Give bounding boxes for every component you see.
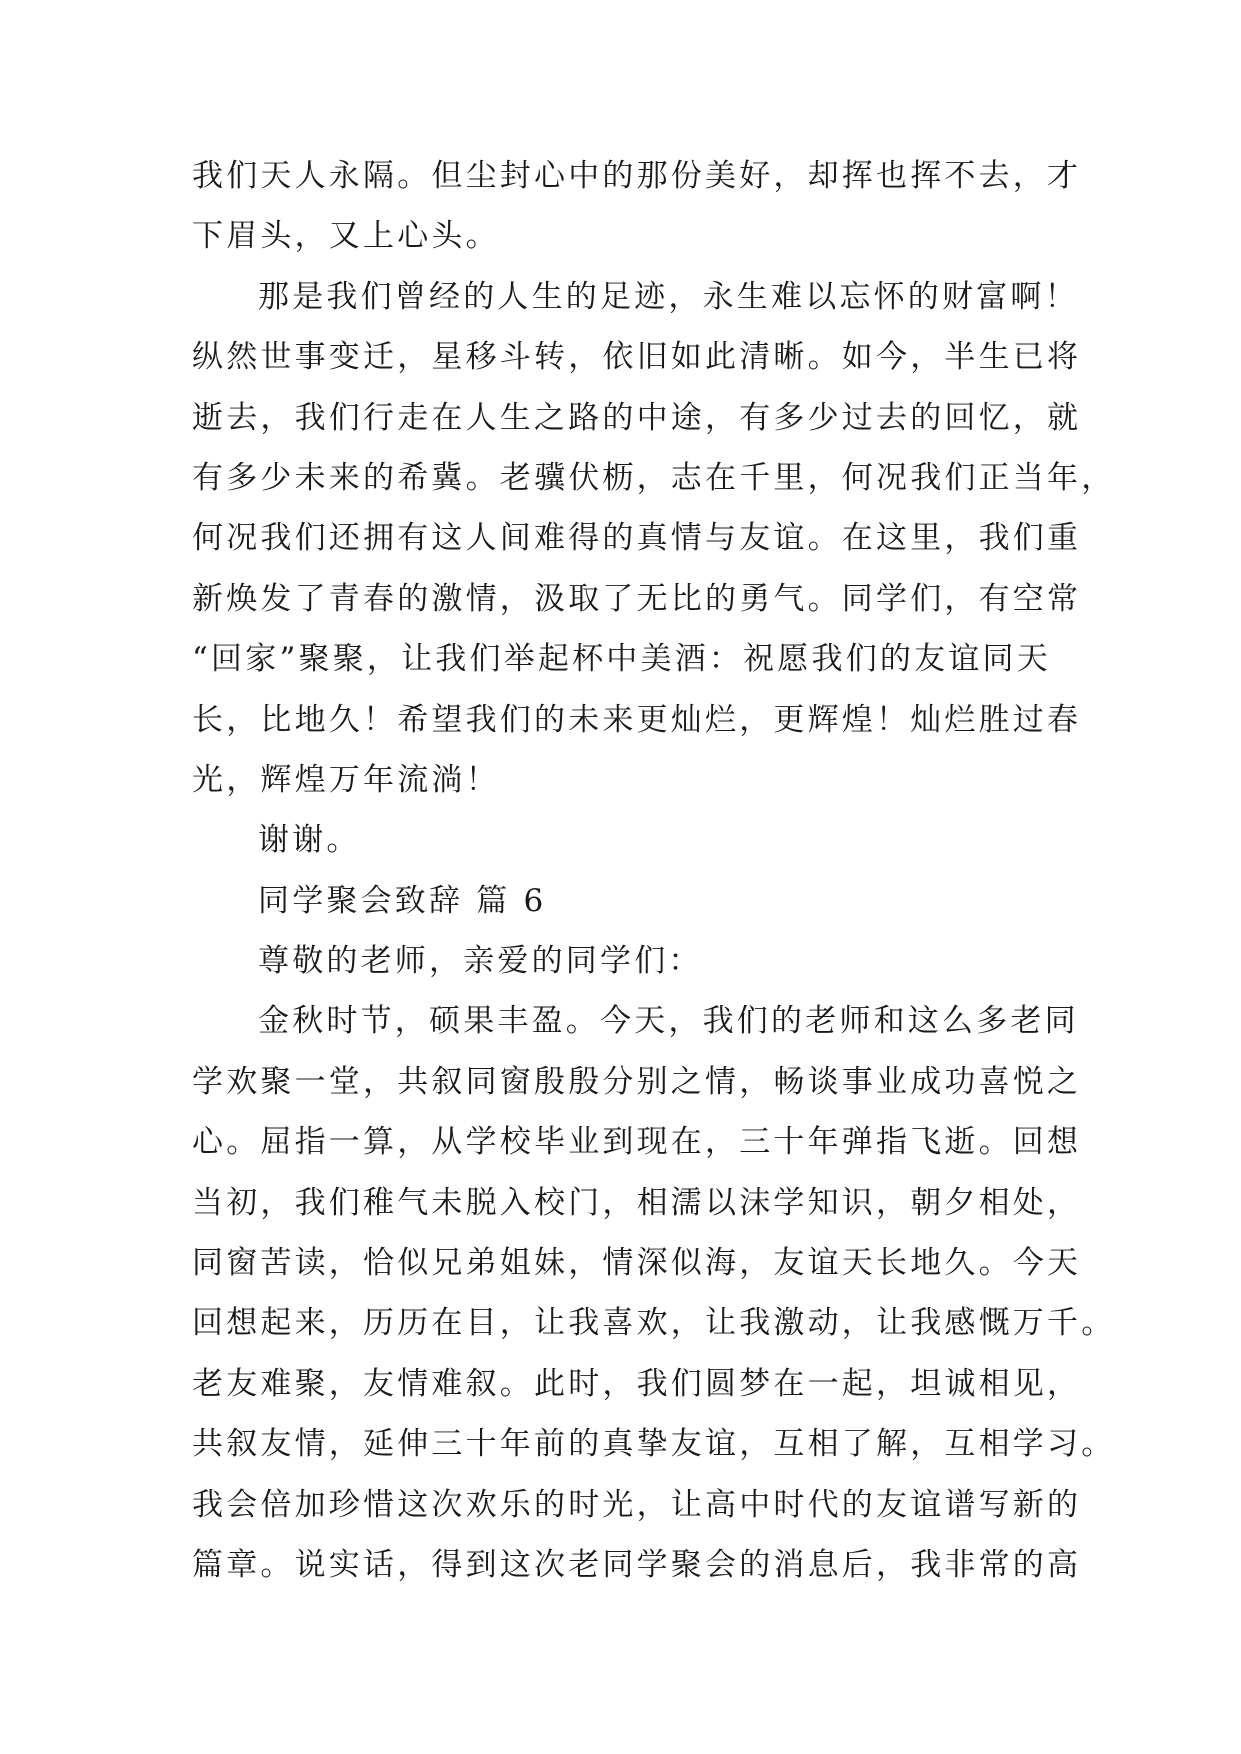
text-line: 何况我们还拥有这人间难得的真情与友谊。在这里，我们重: [192, 520, 1082, 557]
text-line: 长，比地久！希望我们的未来更灿烂，更辉煌！灿烂胜过春: [192, 701, 1082, 738]
text-line: 下眉头，又上心头。: [192, 218, 500, 255]
text-line: 心。屈指一算，从学校毕业到现在，三十年弹指飞逝。回想: [192, 1124, 1082, 1161]
text-line: 当初，我们稚气未脱入校门，相濡以沫学知识，朝夕相处，: [192, 1184, 1082, 1221]
text-line: 光，辉煌万年流淌！: [192, 761, 500, 798]
text-line: 共叙友情，延伸三十年前的真挚友谊，互相了解，互相学习。: [192, 1426, 1116, 1463]
closing-thanks: 谢谢。: [258, 822, 361, 859]
text-line: 有多少未来的希冀。老骥伏枥，志在千里，何况我们正当年，: [192, 459, 1116, 496]
text-line: 我会倍加珍惜这次欢乐的时光，让高中时代的友谊谱写新的: [192, 1486, 1082, 1523]
text-line: 篇章。说实话，得到这次老同学聚会的消息后，我非常的高: [192, 1546, 1082, 1583]
text-line: “回家”聚聚，让我们举起杯中美酒：祝愿我们的友谊同天: [192, 641, 1051, 678]
text-line: 新焕发了青春的激情，汲取了无比的勇气。同学们，有空常: [192, 580, 1082, 617]
salutation: 尊敬的老师，亲爱的同学们：: [258, 943, 703, 980]
text-line: 老友难聚，友情难叙。此时，我们圆梦在一起，坦诚相见，: [192, 1365, 1082, 1402]
paragraph-start-line: 金秋时节，硕果丰盈。今天，我们的老师和这么多老同: [258, 1003, 1079, 1040]
section-heading: 同学聚会致辞 篇 6: [258, 882, 547, 919]
text-line: 我们天人永隔。但尘封心中的那份美好，却挥也挥不去，才: [192, 158, 1082, 194]
text-line: 同窗苦读，恰似兄弟姐妹，情深似海，友谊天长地久。今天: [192, 1245, 1082, 1282]
paragraph-start-line: 那是我们曾经的人生的足迹，永生难以忘怀的财富啊！: [258, 278, 1079, 315]
text-line: 回想起来，历历在目，让我喜欢，让我激动，让我感慨万千。: [192, 1305, 1116, 1342]
text-line: 纵然世事变迁，星移斗转，依旧如此清晰。如今，半生已将: [192, 339, 1082, 376]
document-body: [192, 146, 1116, 1595]
text-line: 逝去，我们行走在人生之路的中途，有多少过去的回忆，就: [192, 399, 1082, 436]
text-line: 学欢聚一堂，共叙同窗殷殷分别之情，畅谈事业成功喜悦之: [192, 1063, 1082, 1100]
